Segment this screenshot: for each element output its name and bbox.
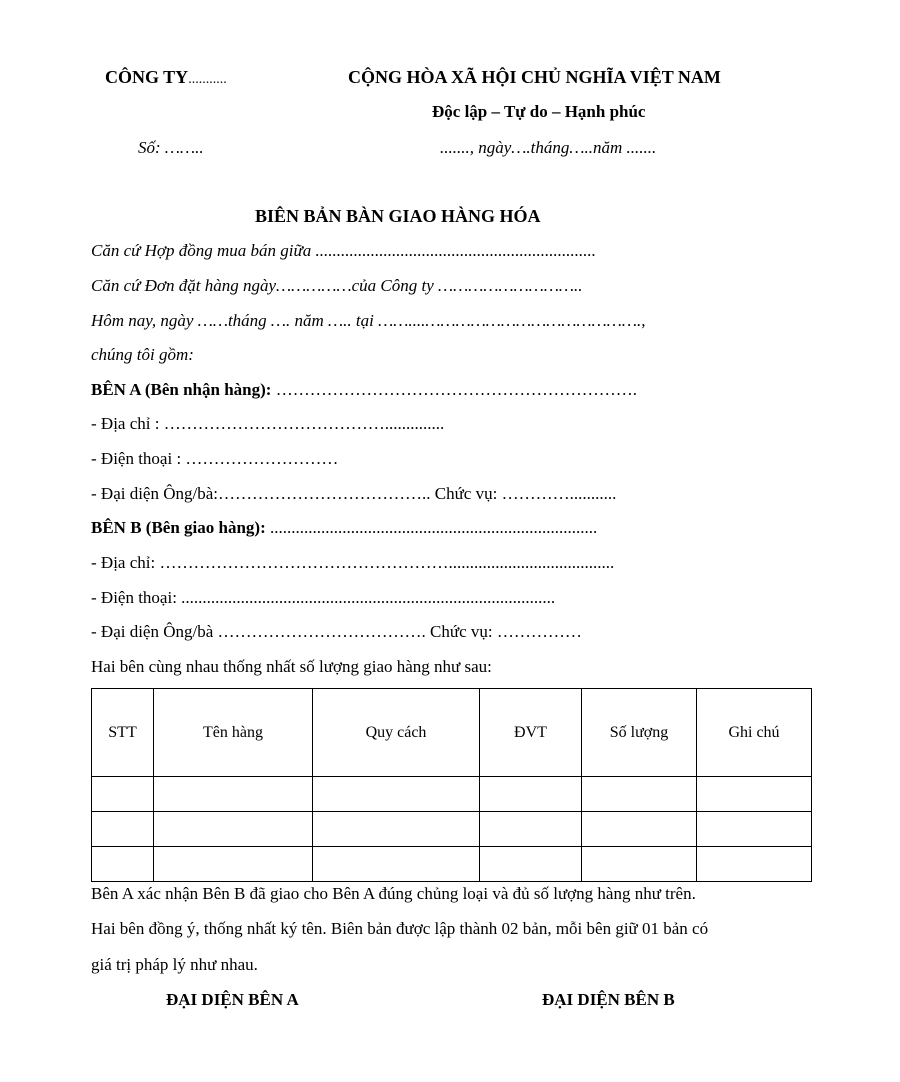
table-cell xyxy=(92,847,154,882)
confirmation-line-1: Bên A xác nhận Bên B đã giao cho Bên A đúng chủng loại và đủ số lượng hàng như trên. xyxy=(91,884,696,903)
party-a-representative: - Đại diện Ông/bà:……………………………….. Chức vụ: …………........... xyxy=(91,484,617,503)
table-cell xyxy=(480,777,582,812)
party-b-phone: - Điện thoại: ........................................................................................ xyxy=(91,588,556,607)
party-a-address: - Địa chỉ : ………………………………….............. xyxy=(91,414,445,433)
table-cell xyxy=(313,777,480,812)
document-number: Số: …….. xyxy=(138,138,204,157)
party-a-header xyxy=(91,380,637,400)
table-cell xyxy=(92,777,154,812)
table-cell xyxy=(582,847,697,882)
table-cell xyxy=(154,847,313,882)
column-header-note: Ghi chú xyxy=(697,689,812,777)
table-row xyxy=(92,847,812,882)
column-header-specification: Quy cách xyxy=(313,689,480,777)
confirmation-line-3: giá trị pháp lý như nhau. xyxy=(91,955,258,974)
party-a-phone: - Điện thoại : ……………………… xyxy=(91,449,339,468)
party-a-name-placeholder: ………………………………………………………. xyxy=(271,380,637,399)
table-cell xyxy=(697,812,812,847)
table-row xyxy=(92,777,812,812)
party-b-name-placeholder: ............................................................................. xyxy=(265,518,598,537)
basis-contract-line: Căn cứ Hợp đồng mua bán giữa .................................................................. xyxy=(91,241,597,260)
date-location-line: Hôm nay, ngày ……tháng …. năm ….. tại ……....……………………………………., xyxy=(91,311,646,330)
basis-order-line: Căn cứ Đơn đặt hàng ngày……………của Công ty ……………………….. xyxy=(91,276,583,295)
table-cell xyxy=(313,812,480,847)
signature-party-a: ĐẠI DIỆN BÊN A xyxy=(166,990,299,1009)
agreement-intro: Hai bên cùng nhau thống nhất số lượng giao hàng như sau: xyxy=(91,657,492,676)
parties-intro: chúng tôi gồm: xyxy=(91,345,194,364)
goods-table xyxy=(91,688,812,882)
column-header-unit: ĐVT xyxy=(480,689,582,777)
table-cell xyxy=(697,847,812,882)
document-title: BIÊN BẢN BÀN GIAO HÀNG HÓA xyxy=(255,206,541,226)
signature-party-b: ĐẠI DIỆN BÊN B xyxy=(542,990,675,1009)
table-header-row xyxy=(92,689,812,777)
table-cell xyxy=(582,777,697,812)
confirmation-line-2: Hai bên đồng ý, thống nhất ký tên. Biên bản được lập thành 02 bản, mỗi bên giữ 01 bản có xyxy=(91,919,709,938)
column-header-quantity: Số lượng xyxy=(582,689,697,777)
table-cell xyxy=(313,847,480,882)
company-label: CÔNG TY xyxy=(105,67,189,87)
table-cell xyxy=(154,812,313,847)
table-cell xyxy=(480,812,582,847)
date-line: ......., ngày….tháng…..năm ....... xyxy=(440,138,657,157)
table-row xyxy=(92,812,812,847)
table-cell xyxy=(582,812,697,847)
party-a-label: BÊN A (Bên nhận hàng): xyxy=(91,380,272,399)
column-header-item-name: Tên hàng xyxy=(154,689,313,777)
table-cell xyxy=(697,777,812,812)
party-b-representative: - Đại diện Ông/bà ………………………………. Chức vụ: …………… xyxy=(91,622,582,641)
national-motto: Độc lập – Tự do – Hạnh phúc xyxy=(432,102,646,121)
party-b-label: BÊN B (Bên giao hàng): xyxy=(91,518,266,537)
table-cell xyxy=(92,812,154,847)
table-cell xyxy=(154,777,313,812)
national-title: CỘNG HÒA XÃ HỘI CHỦ NGHĨA VIỆT NAM xyxy=(348,67,721,87)
company-name xyxy=(105,67,227,88)
table-cell xyxy=(480,847,582,882)
company-name-placeholder: ........... xyxy=(188,72,227,87)
party-b-header xyxy=(91,518,597,538)
column-header-stt: STT xyxy=(92,689,154,777)
party-b-address: - Địa chỉ: ……………………………………………....................................... xyxy=(91,553,615,572)
